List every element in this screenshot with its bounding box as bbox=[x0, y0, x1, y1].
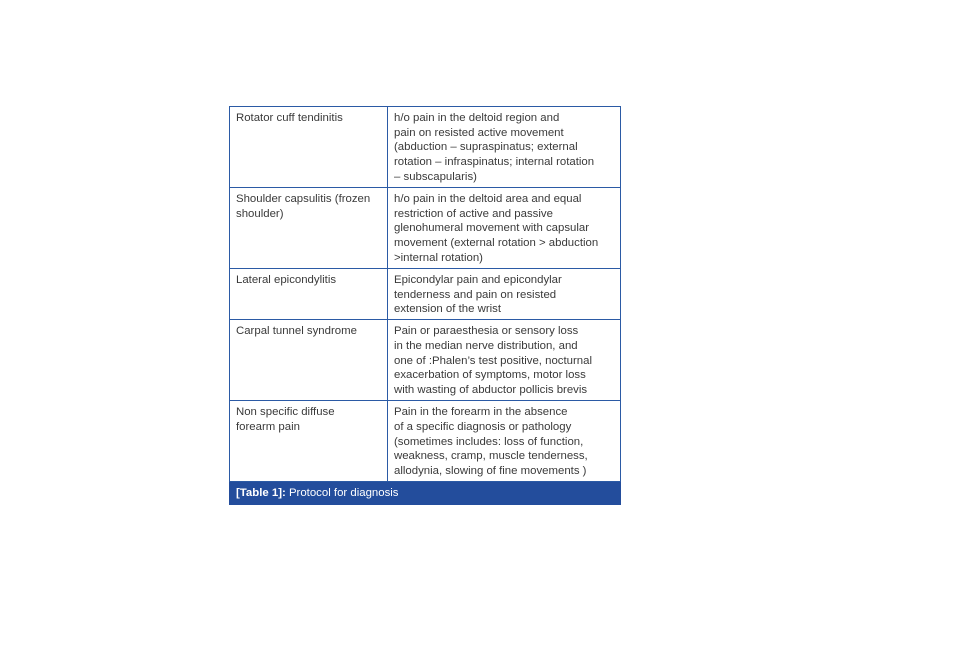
description-text: tenderness and pain on resisted bbox=[394, 288, 557, 301]
description-text: pain on resisted active movement bbox=[394, 126, 564, 139]
condition-cell bbox=[230, 107, 388, 188]
description-cell bbox=[388, 401, 621, 482]
description-text: one of :Phalen’s test positive, nocturnal bbox=[394, 354, 592, 367]
description-text: (sometimes includes: loss of function, bbox=[394, 435, 584, 448]
description-text: Pain or paraesthesia or sensory loss bbox=[394, 325, 579, 338]
caption-text: Protocol for diagnosis bbox=[285, 487, 399, 500]
description-cell bbox=[388, 320, 621, 401]
diagnosis-protocol-table-container bbox=[229, 106, 621, 505]
condition-cell bbox=[230, 269, 388, 320]
condition-text: Lateral epicondylitis bbox=[236, 274, 337, 286]
condition-cell bbox=[230, 320, 388, 401]
table-row bbox=[230, 269, 621, 320]
description-text: glenohumeral movement with capsular bbox=[394, 222, 590, 235]
description-cell bbox=[388, 269, 621, 320]
table-row bbox=[230, 188, 621, 269]
description-text: rotation – infraspinatus; internal rotation bbox=[394, 156, 595, 169]
description-text: >internal rotation) bbox=[394, 251, 483, 264]
table-row bbox=[230, 320, 621, 401]
condition-text: Shoulder capsulitis (frozen bbox=[236, 193, 371, 205]
description-cell bbox=[388, 188, 621, 269]
condition-cell bbox=[230, 188, 388, 269]
description-text: (abduction – supraspinatus; external bbox=[394, 141, 578, 154]
condition-text: Non specific diffuse bbox=[236, 406, 335, 419]
table-row bbox=[230, 401, 621, 482]
description-text: of a specific diagnosis or pathology bbox=[394, 420, 572, 433]
description-text: h/o pain in the deltoid region and bbox=[394, 112, 560, 124]
description-text: movement (external rotation > abduction bbox=[394, 237, 599, 250]
description-text: weakness, cramp, muscle tenderness, bbox=[394, 450, 588, 463]
description-text: extension of the wrist bbox=[394, 303, 501, 316]
description-text: – subscapularis) bbox=[394, 170, 477, 183]
description-text: with wasting of abductor pollicis brevis bbox=[394, 383, 588, 396]
condition-cell bbox=[230, 401, 388, 482]
diagnosis-protocol-table bbox=[229, 106, 621, 482]
description-text: in the median nerve distribution, and bbox=[394, 339, 578, 352]
description-text: allodynia, slowing of fine movements ) bbox=[394, 464, 587, 477]
caption-label: [Table 1]: bbox=[236, 487, 286, 500]
description-text: Epicondylar pain and epicondylar bbox=[394, 274, 562, 286]
description-text: Pain in the forearm in the absence bbox=[394, 406, 568, 419]
condition-text: Rotator cuff tendinitis bbox=[236, 112, 343, 124]
condition-text: shoulder) bbox=[236, 207, 284, 220]
description-text: h/o pain in the deltoid area and equal bbox=[394, 193, 582, 205]
table-caption bbox=[229, 482, 621, 505]
description-text: restriction of active and passive bbox=[394, 207, 553, 220]
condition-text: forearm pain bbox=[236, 420, 300, 433]
description-cell bbox=[388, 107, 621, 188]
table-row bbox=[230, 107, 621, 188]
description-text: exacerbation of symptoms, motor loss bbox=[394, 369, 586, 382]
condition-text: Carpal tunnel syndrome bbox=[236, 325, 357, 338]
